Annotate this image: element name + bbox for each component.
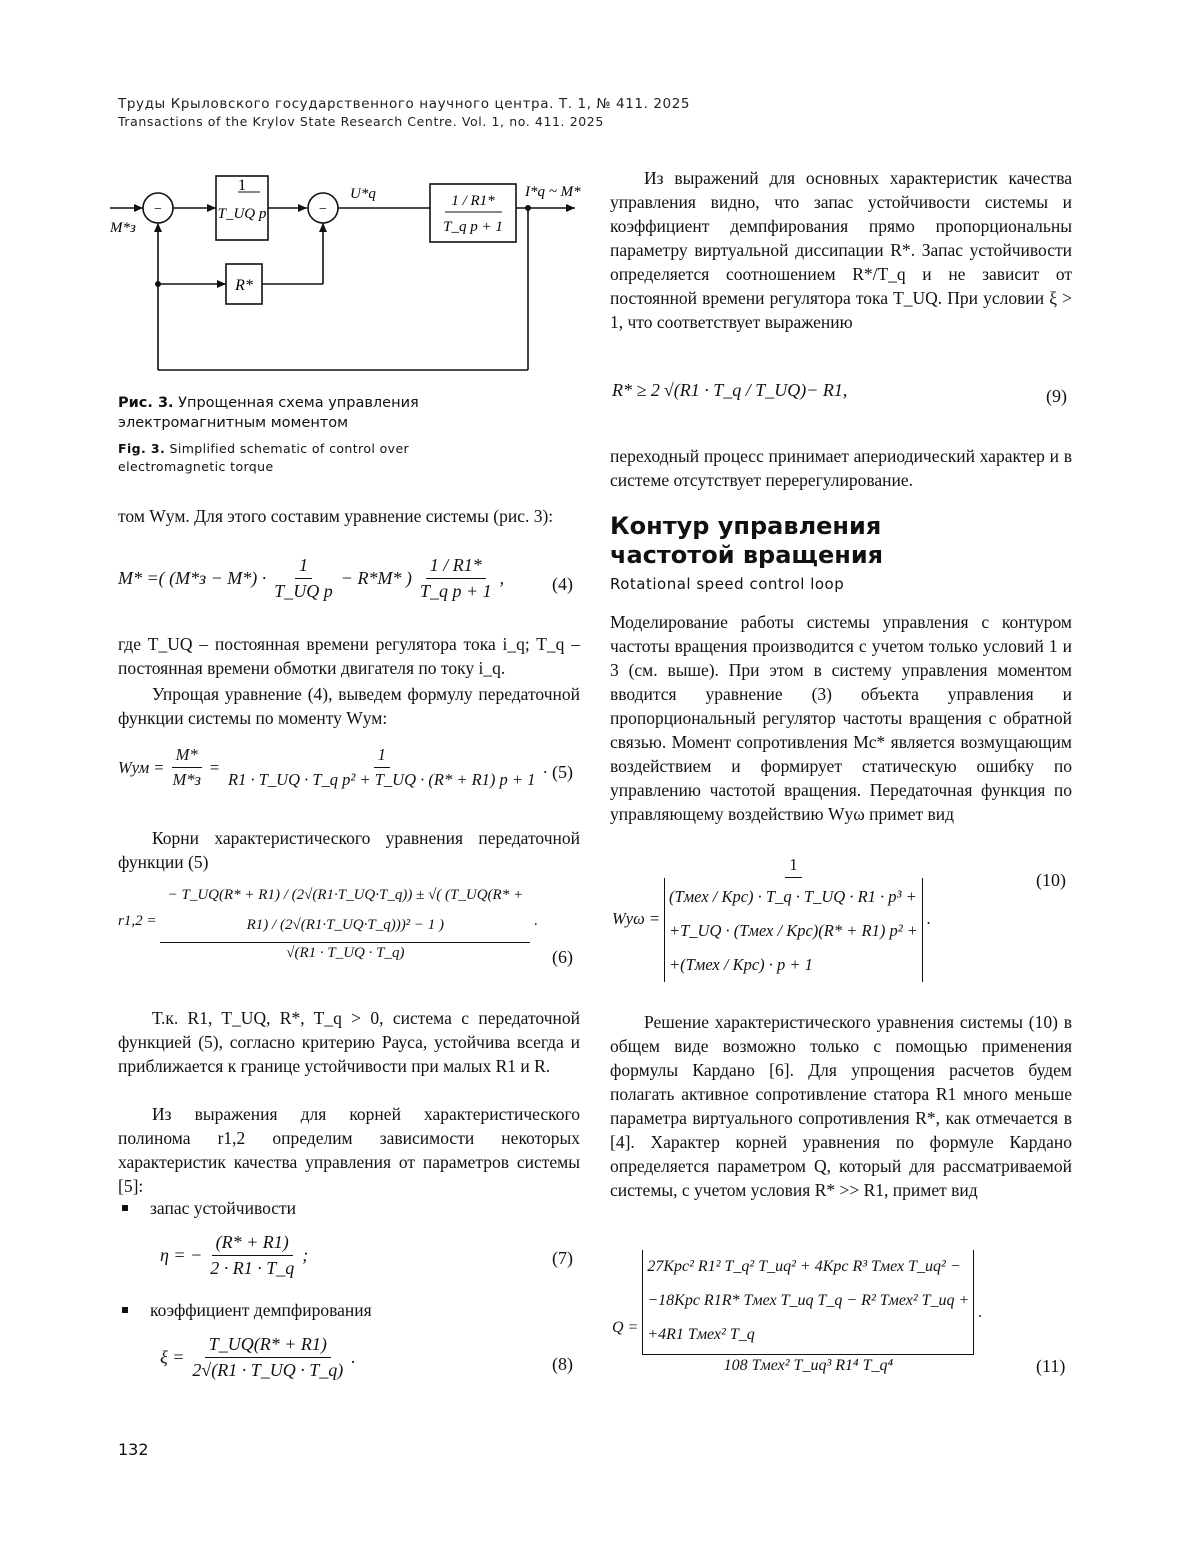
block1-num: 1 [238, 177, 246, 194]
bullet-icon [122, 1307, 128, 1313]
num-line: +4R1 Tмех² T_q [647, 1318, 969, 1352]
frac-den: 2 · R1 · T_q [206, 1256, 298, 1279]
equation-9 [612, 380, 847, 401]
frac-num [642, 1250, 974, 1355]
eq-lhs: Wум = [118, 758, 164, 778]
figure-caption-ru [118, 393, 518, 433]
den-line: +T_UQ · (Tмех / Kрс)(R* + R1) p² + [669, 914, 918, 948]
eq-root: √(R1 · T_q / T_UQ) [664, 380, 806, 401]
frac-num: M* [172, 745, 202, 768]
paragraph: Моделирование работы системы управления с контуром частоты вращения производится с учетом только условий 1 и 3 (см. выше). При этом в систему управления моментом вводится уравнение (3) объекта управления и пропорциональный регулятор частоты вращения с обратной связью. Момент сопротивления Mc* является возмущающим воздействием и формирует статическую ошибку по управлению частотой вращения. Передаточная функция по управляющему воздействию Wуω примет вид [610, 610, 1072, 826]
paragraph: Из выражения для корней характеристического полинома r1,2 определим зависимости некоторых характеристик качества управления от параметров системы [5]: [118, 1102, 580, 1198]
paragraph: Т.к. R1, T_UQ, R*, T_q > 0, система с передаточной функцией (5), согласно критерию Рауса, устойчива всегда и приближается к границе устойчивости при малых R1 и R. [118, 1006, 580, 1078]
output-label: I*q ~ M* [524, 184, 581, 200]
page [0, 0, 1200, 1552]
frac-den: 2√(R1 · T_UQ · T_q) [188, 1358, 347, 1381]
equation-10 [612, 855, 931, 982]
paragraph: Корни характеристического уравнения передаточной функции (5) [118, 826, 580, 874]
sum-minus-2: − [319, 202, 327, 217]
caption-label: Fig. 3. [118, 441, 165, 456]
equation-7 [160, 1232, 308, 1279]
eq-body: ( (M*з − M*) · [159, 568, 267, 589]
block2-den: T_q p + 1 [443, 219, 503, 235]
eq-lhs: R* ≥ 2 [612, 380, 660, 401]
eq-lhs: Wуω = [612, 909, 660, 929]
equation-5 [118, 745, 548, 790]
equation-11 [612, 1250, 982, 1375]
section-heading: Контур управления частотой вращения [610, 512, 930, 570]
eq-lhs: M* = [118, 568, 159, 589]
bullet-icon [122, 1205, 128, 1211]
den-line: (Tмех / Kрс) · T_q · T_UQ · R1 · p³ + [669, 880, 918, 914]
frac-den: T_UQ p [270, 579, 337, 602]
paragraph: Решение характеристического уравнения системы (10) в общем виде возможно только с помощью применения формулы Кардано [6]. Для упрощения расчетов будем полагать активное сопротивление статора R1 много меньше параметра виртуального сопротивления R*, как отмечается в [4]. Характер корней уравнения по формуле Кардано определяется параметром Q, который для рассматриваемой системы, с учетом условия R* >> R1, примет вид [610, 1010, 1072, 1202]
bullet-item [118, 1198, 296, 1219]
num-line: −18Kрс R1R* Tмех T_uq T_q − R² Tмех² T_uq + [647, 1284, 969, 1318]
bullet-text: коэффициент демпфирования [150, 1300, 372, 1320]
frac-num: (R* + R1) [212, 1232, 293, 1256]
journal-header-ru: Труды Крыловского государственного научного центра. Т. 1, № 411. 2025 [118, 96, 690, 112]
block2-num: 1 / R1* [451, 193, 495, 209]
frac-num: 1 [295, 555, 312, 579]
paragraph: том Wум. Для этого составим уравнение системы (рис. 3): [118, 504, 580, 528]
caption-text: Упрощенная схема управления электромагнитным моментом [118, 395, 419, 431]
equation-number: (4) [552, 574, 573, 595]
figure-caption-en [118, 440, 518, 476]
paragraph: где T_UQ – постоянная времени регулятора тока i_q; T_q – постоянная времени обмотки двигателя по току i_q. [118, 632, 580, 680]
frac-num: 1 [785, 855, 801, 878]
eq-sign: = [209, 758, 220, 778]
frac-den: T_q p + 1 [416, 579, 496, 602]
num-line: 27Kрс² R1² T_q² T_uq² + 4Kрс R³ Tмех T_uq² − [647, 1250, 969, 1284]
frac-den: 108 Tмех² T_uq³ R1⁴ T_q⁴ [720, 1355, 897, 1375]
eq-tail: − R1, [806, 380, 847, 401]
eq-lhs: Q = [612, 1319, 638, 1337]
frac-num: 1 [374, 745, 390, 768]
eq-lhs: ξ = [160, 1347, 184, 1368]
eq-tail: . [927, 909, 931, 929]
equation-6 [118, 880, 538, 962]
equation-number: (11) [1036, 1356, 1065, 1377]
eq-lhs: η = − [160, 1245, 202, 1266]
frac-den [664, 878, 923, 982]
den-line: +(Tмех / Kрс) · p + 1 [669, 948, 918, 982]
frac-num: T_UQ(R* + R1) [205, 1334, 331, 1358]
sum-minus: − [154, 202, 162, 217]
block3: R* [234, 277, 253, 294]
eq-tail: , [500, 568, 505, 589]
frac-num: 1 / R1* [426, 555, 486, 579]
caption-label: Рис. 3. [118, 395, 174, 411]
block1-den: T_UQ p [218, 206, 267, 222]
eq-lhs: r1,2 = [118, 913, 156, 930]
journal-header-en: Transactions of the Krylov State Research Centre. Vol. 1, no. 411. 2025 [118, 114, 604, 129]
eq-tail: . [351, 1347, 356, 1368]
eq-tail: . [978, 1304, 982, 1322]
equation-number: (5) [552, 762, 573, 783]
frac-den: M*з [168, 768, 204, 790]
mid-label: U*q [350, 186, 376, 202]
paragraph: Упрощая уравнение (4), выведем формулу передаточной функции системы по моменту Wум: [118, 682, 580, 730]
equation-number: (9) [1046, 386, 1067, 407]
eq-tail: ; [302, 1245, 308, 1266]
equation-4 [118, 555, 504, 602]
input-label: M*з [110, 220, 136, 236]
bullet-text: запас устойчивости [150, 1198, 296, 1218]
bullet-item [118, 1300, 372, 1321]
eq-body: − R*M* ) [341, 568, 412, 589]
equation-number: (7) [552, 1248, 573, 1269]
caption-text: Simplified schematic of control over electromagnetic torque [118, 441, 409, 474]
eq-tail: . [534, 913, 538, 930]
page-number: 132 [118, 1440, 149, 1459]
equation-number: (10) [1036, 870, 1066, 891]
equation-number: (8) [552, 1354, 573, 1375]
paragraph: Из выражений для основных характеристик качества управления видно, что запас устойчивости системы и коэффициент демпфирования прямо пропорциональны параметру виртуальной диссипации R*. Запас устойчивости определяется соотношением R*/T_q и не зависит от постоянной времени регулятора тока T_UQ. При условии ξ > 1, что соответствует выражению [610, 166, 1072, 334]
frac-num: − T_UQ(R* + R1) / (2√(R1·T_UQ·T_q)) ± √( (T_UQ(R* + R1) / (2√(R1·T_UQ·T_q)))² − 1 ) [160, 880, 530, 943]
paragraph: переходный процесс принимает апериодический характер и в системе отсутствует перерегулирование. [610, 444, 1072, 492]
equation-number: (6) [552, 947, 573, 968]
section-subheading: Rotational speed control loop [610, 575, 844, 593]
equation-8 [160, 1334, 356, 1381]
frac-den: R1 · T_UQ · T_q p² + T_UQ · (R* + R1) p + 1 [224, 768, 539, 790]
eq-tail: . [543, 758, 547, 778]
block-diagram [110, 160, 590, 380]
frac-den: √(R1 · T_UQ · T_q) [282, 943, 408, 962]
